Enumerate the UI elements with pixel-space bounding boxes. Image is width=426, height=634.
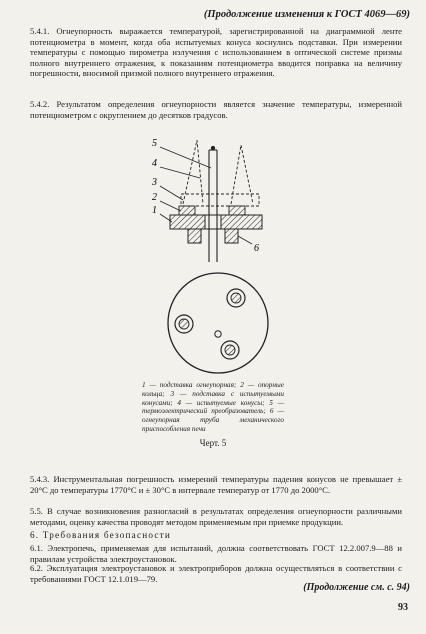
- label-4: 4: [152, 158, 157, 169]
- paragraph-6-1: 6.1. Электропечь, применяемая для испытаний, должна соответствовать ГОСТ 12.2.007.9—88 и правилам устройства электроустановок.: [30, 543, 402, 564]
- paragraph-5-4-2: 5.4.2. Результатом определения огнеупорности является значение температуры, измеренной потенциометром с округлением до десятков градусов.: [30, 99, 402, 120]
- thermocouple: [209, 146, 217, 262]
- refractory-tube: [188, 229, 238, 243]
- paragraph-5-4-3: 5.4.3. Инструментальная погрешность измерений температуры падения конусов не превышает ± 20°С до температуры 1770°С и ± 30°С в интервале температур от 1770 до 2000°С.: [30, 474, 402, 495]
- plan-view: [168, 273, 268, 373]
- refractory-stand: [170, 215, 262, 229]
- section-6-title: 6. Требования безопасности: [30, 530, 171, 540]
- paragraph-5-5: 5.5. В случае возникновения разногласий в результатах определения огнеупорности различными методами, оценку качества проводят методом применяемым при приемке продукции.: [30, 506, 402, 527]
- label-3: 3: [152, 177, 157, 188]
- label-1: 1: [152, 205, 157, 216]
- support-rings: [179, 206, 245, 215]
- plan-cone-3: [221, 341, 239, 359]
- figure-caption: 1 — подставка огнеупорная; 2 — опорные кольца; 3 — подставка с испытуемыми конусами; 4 — испытуемые конусы; 5 — термоэлектрический преобразователь; 6 — огнеупорная труба механического приспособления печи: [142, 381, 284, 433]
- plan-cone-2: [175, 315, 193, 333]
- label-2: 2: [152, 192, 157, 203]
- plan-cone-1: [227, 289, 245, 307]
- page-header: (Продолжение изменения к ГОСТ 4069—69): [203, 9, 410, 20]
- paragraph-5-4-1: 5.4.1. Огнеупорность выражается температурой, зарегистрированной на диаграммной ленте потенциометра в момент, когда оба испытуемых конуса коснулись подставки. При измерении температуры с помощью пирометра излучения с использованием в оптической системе призмы полного внутреннего отражения, к показаниям потенциометра вводится поправка на величину погрешности, вносимой призмой полного внутреннего отражения.: [30, 26, 402, 79]
- page-footer: (Продолжение см. с. 94): [303, 582, 410, 593]
- paragraph-6-2: 6.2. Эксплуатация электроустановок и электроприборов должна осуществляться в соответствии с требованиями ГОСТ 12.1.019—79.: [30, 563, 402, 584]
- label-5: 5: [152, 138, 157, 149]
- plan-thermocouple: [215, 331, 221, 337]
- page-number: 93: [398, 602, 408, 613]
- cone-stand: [181, 194, 259, 206]
- label-6: 6: [254, 243, 259, 254]
- figure-title: Черт. 5: [199, 438, 227, 448]
